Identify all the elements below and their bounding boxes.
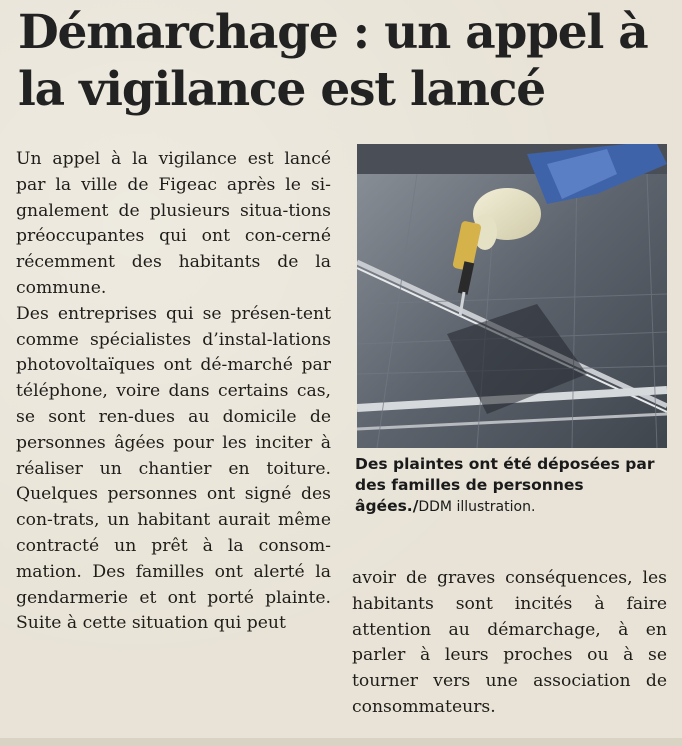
paragraph-conclusion: avoir de graves conséquences, les habitants sont incités à faire attention au démarchage, à en parler à leurs proches ou à se tourner vers une association de consommateurs. bbox=[352, 568, 667, 717]
article-column-right bbox=[352, 566, 667, 721]
photo-credit: DDM illustration. bbox=[418, 499, 536, 515]
article-column-left bbox=[16, 147, 331, 637]
paragraph-body: Des entreprises qui se présen-tent comme spécialistes d’instal-lations photovoltaïques ont dé-marché par téléphone, voire dans certains cas, se sont ren-dues au domicile de personnes âgées pour les inciter à réaliser un chantier en toiture. Quelques personnes ont signé des con-trats, un habitant aurait même contracté un prêt à la consom-mation. Des familles ont alerté la gendarmerie et ont porté plainte. Suite à cette situation qui peut bbox=[16, 303, 331, 634]
headline-line-1: Démarchage : un appel à bbox=[18, 5, 648, 60]
article-photo bbox=[357, 144, 667, 448]
headline-line-2: la vigilance est lancé bbox=[18, 62, 545, 117]
caption-text: Des plaintes ont été déposées par des familles de personnes âgées. bbox=[355, 455, 655, 515]
photo-caption bbox=[355, 454, 673, 518]
page-bottom-edge bbox=[0, 738, 682, 746]
article-headline bbox=[18, 4, 668, 118]
caption-separator: / bbox=[412, 497, 419, 515]
paragraph-intro: Un appel à la vigilance est lancé par la ville de Figeac après le si-gnalement de plusieurs situa-tions préoccupantes qui ont con-cerné récemment des habitants de la commune. bbox=[16, 149, 331, 298]
solar-panel-photo bbox=[357, 144, 667, 448]
